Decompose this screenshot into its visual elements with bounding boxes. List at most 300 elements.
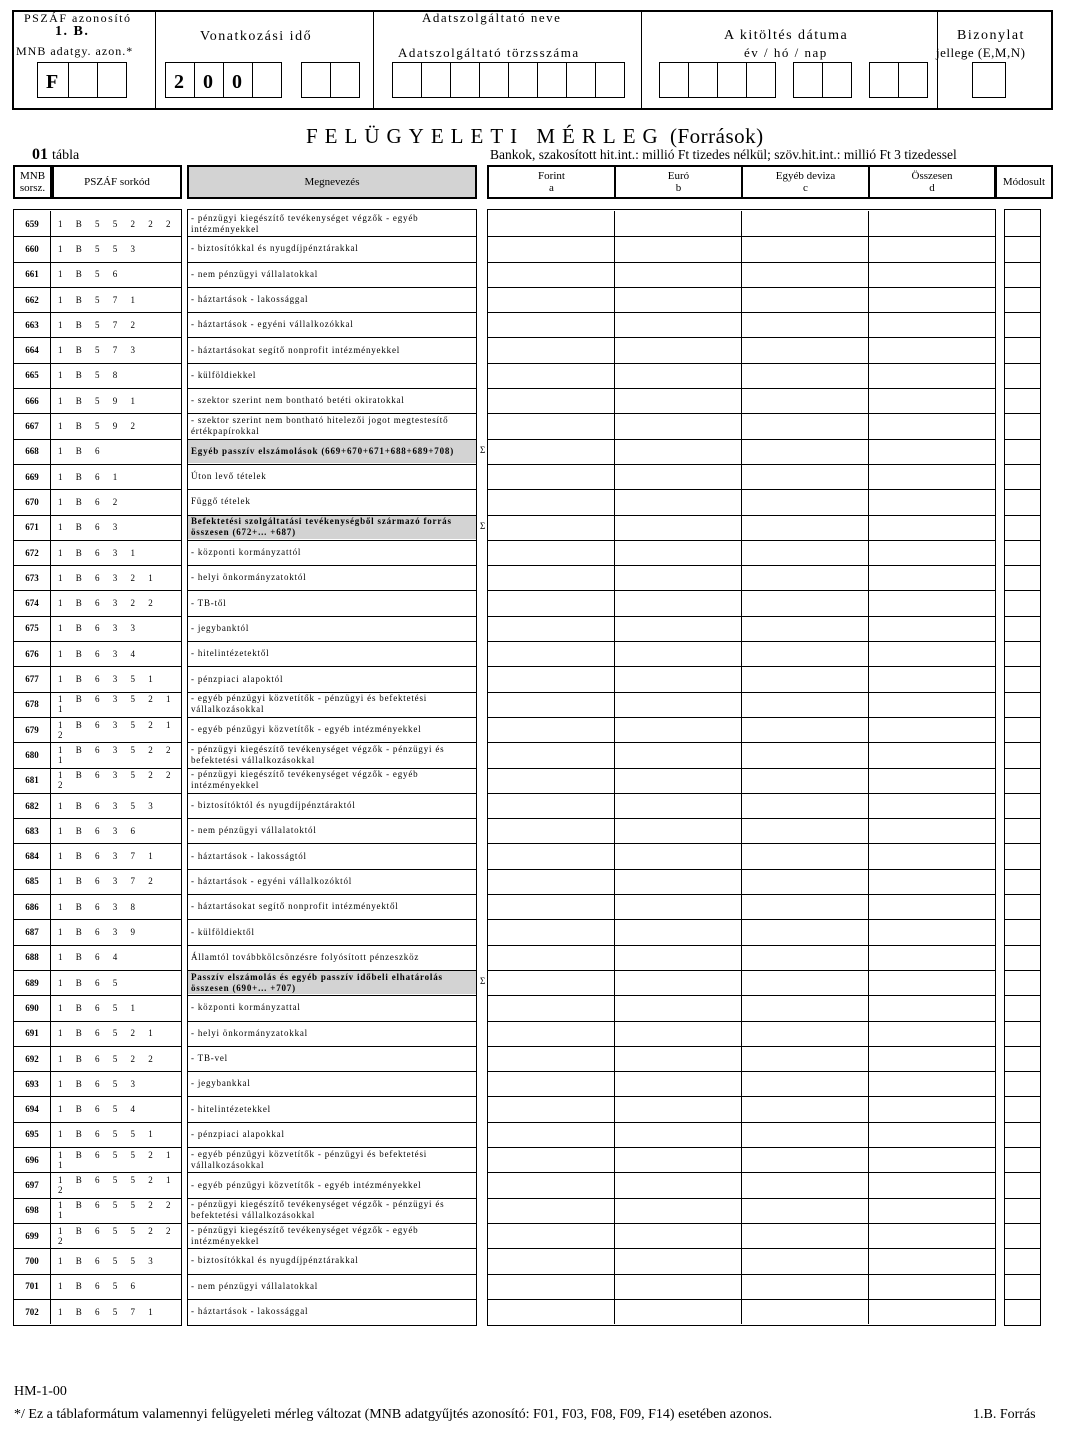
- value-cell[interactable]: [870, 844, 995, 869]
- value-cell[interactable]: [743, 439, 868, 464]
- value-cell[interactable]: [616, 1097, 741, 1122]
- value-cell[interactable]: [743, 742, 868, 767]
- value-cell[interactable]: [489, 312, 614, 337]
- row-number: 680: [14, 742, 51, 767]
- value-cell[interactable]: [1006, 641, 1041, 666]
- value-cell[interactable]: [1006, 262, 1041, 287]
- value-cell[interactable]: [1006, 616, 1041, 641]
- value-cell[interactable]: [489, 970, 614, 995]
- value-cell[interactable]: [616, 844, 741, 869]
- value-cell[interactable]: [616, 742, 741, 767]
- value-cell[interactable]: [870, 489, 995, 514]
- value-cell[interactable]: [743, 666, 868, 691]
- value-cell[interactable]: [1006, 666, 1041, 691]
- row-label: - külföldiektől: [191, 926, 255, 937]
- value-cell[interactable]: [870, 287, 995, 312]
- value-cell[interactable]: [743, 1021, 868, 1046]
- value-cell[interactable]: [489, 1299, 614, 1324]
- table-number: [32, 146, 79, 164]
- value-cell[interactable]: [870, 262, 995, 287]
- value-cell[interactable]: [743, 388, 868, 413]
- value-cell[interactable]: [489, 742, 614, 767]
- value-cell[interactable]: [616, 1223, 741, 1248]
- value-cell[interactable]: [743, 945, 868, 970]
- value-cell[interactable]: [616, 970, 741, 995]
- title-sub: (Források): [669, 124, 764, 148]
- row-code: 1 B 6 3 4: [58, 648, 141, 659]
- value-cell[interactable]: [870, 1274, 995, 1299]
- value-cell[interactable]: [870, 211, 995, 236]
- mnb-id-box[interactable]: [97, 62, 127, 98]
- value-cell[interactable]: [489, 995, 614, 1020]
- value-cell[interactable]: [743, 793, 868, 818]
- table-row: [0, 742, 1067, 767]
- value-cell[interactable]: [743, 1071, 868, 1096]
- row-number: 686: [14, 894, 51, 919]
- value-cell[interactable]: [1006, 363, 1041, 388]
- fill-date-box[interactable]: [793, 62, 823, 98]
- value-cell[interactable]: [743, 844, 868, 869]
- value-cell[interactable]: [489, 565, 614, 590]
- value-cell[interactable]: [743, 995, 868, 1020]
- table-row: [0, 1021, 1067, 1046]
- value-cell[interactable]: [870, 388, 995, 413]
- value-cell[interactable]: [870, 742, 995, 767]
- value-cell[interactable]: [870, 338, 995, 363]
- provider-registry-box[interactable]: [508, 62, 538, 98]
- value-cell[interactable]: [489, 540, 614, 565]
- value-cell[interactable]: [489, 1223, 614, 1248]
- reference-time-box[interactable]: [252, 62, 282, 98]
- value-cell[interactable]: [489, 1097, 614, 1122]
- value-cell[interactable]: [1006, 742, 1041, 767]
- value-cell[interactable]: [616, 388, 741, 413]
- value-cell[interactable]: [1006, 464, 1041, 489]
- mnb-id-box[interactable]: [68, 62, 98, 98]
- value-cell[interactable]: [1006, 818, 1041, 843]
- value-cell[interactable]: [489, 1248, 614, 1273]
- value-cell[interactable]: [743, 970, 868, 995]
- value-cell[interactable]: [489, 1071, 614, 1096]
- value-cell[interactable]: [870, 717, 995, 742]
- fill-date-box[interactable]: [822, 62, 852, 98]
- value-cell[interactable]: [616, 717, 741, 742]
- value-cell[interactable]: [1006, 692, 1041, 717]
- value-cell[interactable]: [870, 1021, 995, 1046]
- row-label: - nem pénzügyi vállalatoktól: [191, 825, 317, 836]
- value-cell[interactable]: [870, 1122, 995, 1147]
- row-code: 1 B 6 3 3: [58, 623, 141, 634]
- value-cell[interactable]: [489, 1198, 614, 1223]
- value-cell[interactable]: [870, 692, 995, 717]
- row-label: - egyéb pénzügyi közvetítők - pénzügyi és befektetési vállalkozásokkal: [191, 693, 428, 715]
- value-cell[interactable]: [870, 439, 995, 464]
- value-cell[interactable]: [489, 692, 614, 717]
- value-cell[interactable]: [1006, 211, 1041, 236]
- value-cell[interactable]: [1006, 312, 1041, 337]
- value-cell[interactable]: [616, 1071, 741, 1096]
- value-cell[interactable]: [870, 894, 995, 919]
- value-cell[interactable]: [1006, 515, 1041, 540]
- row-number: 665: [14, 363, 51, 388]
- row-number: 683: [14, 818, 51, 843]
- row-label: - pénzpiaci alapokkal: [191, 1128, 285, 1139]
- row-number: 695: [14, 1122, 51, 1147]
- value-cell[interactable]: [1006, 1223, 1041, 1248]
- value-cell[interactable]: [870, 363, 995, 388]
- row-number: 669: [14, 464, 51, 489]
- value-cell[interactable]: [616, 236, 741, 261]
- table-row: [0, 818, 1067, 843]
- value-cell[interactable]: [870, 1198, 995, 1223]
- value-cell[interactable]: [616, 211, 741, 236]
- row-code: 1 B 5 8: [58, 370, 123, 381]
- row-number: 693: [14, 1071, 51, 1096]
- value-cell[interactable]: [743, 515, 868, 540]
- value-cell[interactable]: [870, 793, 995, 818]
- value-cell[interactable]: [489, 236, 614, 261]
- value-cell[interactable]: [870, 515, 995, 540]
- reference-digit: 0: [203, 71, 213, 93]
- value-cell[interactable]: [743, 1122, 868, 1147]
- value-cell[interactable]: [870, 540, 995, 565]
- value-cell[interactable]: [489, 591, 614, 616]
- value-cell[interactable]: [1006, 1097, 1041, 1122]
- row-number: 677: [14, 666, 51, 691]
- value-cell[interactable]: [489, 919, 614, 944]
- row-number: 682: [14, 793, 51, 818]
- fill-date-box[interactable]: [746, 62, 776, 98]
- fill-date-box[interactable]: [688, 62, 718, 98]
- row-number: 666: [14, 388, 51, 413]
- fill-date-box[interactable]: [659, 62, 689, 98]
- value-cell[interactable]: [489, 388, 614, 413]
- value-cell[interactable]: [870, 616, 995, 641]
- value-cell[interactable]: [743, 211, 868, 236]
- fill-date-label: A kitöltés dátuma: [724, 28, 849, 43]
- value-cell[interactable]: [743, 565, 868, 590]
- value-cell[interactable]: [1006, 489, 1041, 514]
- value-cell[interactable]: [743, 1198, 868, 1223]
- row-code: 1 B 5 7 3: [58, 345, 141, 356]
- value-cell[interactable]: [1006, 1122, 1041, 1147]
- value-cell[interactable]: [870, 565, 995, 590]
- value-cell[interactable]: [489, 616, 614, 641]
- document-type-box[interactable]: [972, 62, 1006, 98]
- value-cell[interactable]: [489, 666, 614, 691]
- row-code: 1 B 5 5 2 2 2: [58, 218, 177, 229]
- row-label: - pénzügyi kiegészítő tevékenységet végzők - egyéb intézményekkel: [191, 1224, 419, 1246]
- value-cell[interactable]: [870, 970, 995, 995]
- row-label: - biztosítóktól és nyugdíjpénztáraktól: [191, 800, 356, 811]
- value-cell[interactable]: [489, 515, 614, 540]
- table-row: [0, 262, 1067, 287]
- row-code: 1 B 6 3 9: [58, 927, 141, 938]
- value-cell[interactable]: [743, 1248, 868, 1273]
- value-cell[interactable]: [489, 211, 614, 236]
- table-row: [0, 1274, 1067, 1299]
- row-number: 684: [14, 844, 51, 869]
- value-cell[interactable]: [616, 692, 741, 717]
- value-cell[interactable]: [616, 793, 741, 818]
- value-cell[interactable]: [743, 1299, 868, 1324]
- value-cell[interactable]: [1006, 717, 1041, 742]
- row-code: 1 B 6 1: [58, 471, 123, 482]
- value-cell[interactable]: [1006, 1021, 1041, 1046]
- value-cell[interactable]: [489, 439, 614, 464]
- value-cell[interactable]: [616, 995, 741, 1020]
- provider-registry-box[interactable]: [421, 62, 451, 98]
- table-row: [0, 919, 1067, 944]
- row-code: 1 B 6 5 6: [58, 1281, 141, 1292]
- row-number: 685: [14, 869, 51, 894]
- value-cell[interactable]: [616, 666, 741, 691]
- value-cell[interactable]: [489, 1122, 614, 1147]
- value-cell[interactable]: [489, 1021, 614, 1046]
- row-number: 676: [14, 641, 51, 666]
- value-cell[interactable]: [1006, 919, 1041, 944]
- value-cell[interactable]: [743, 919, 868, 944]
- value-cell[interactable]: [616, 1172, 741, 1197]
- value-cell[interactable]: [743, 1046, 868, 1071]
- value-cell[interactable]: [489, 894, 614, 919]
- value-cell[interactable]: [489, 1046, 614, 1071]
- value-cell[interactable]: [616, 363, 741, 388]
- value-cell[interactable]: [1006, 1274, 1041, 1299]
- row-code: 1 B 6 5 5 3: [58, 1255, 159, 1266]
- value-cell[interactable]: [870, 641, 995, 666]
- value-cell[interactable]: [489, 844, 614, 869]
- value-cell[interactable]: [489, 1274, 614, 1299]
- provider-registry-box[interactable]: [392, 62, 422, 98]
- value-cell[interactable]: [870, 1147, 995, 1172]
- value-cell[interactable]: [870, 1223, 995, 1248]
- value-cell[interactable]: [1006, 1071, 1041, 1096]
- value-cell[interactable]: [616, 1274, 741, 1299]
- table-row: [0, 869, 1067, 894]
- table-row: [0, 565, 1067, 590]
- value-cell[interactable]: [616, 641, 741, 666]
- value-cell[interactable]: [743, 1223, 868, 1248]
- value-cell[interactable]: [616, 1046, 741, 1071]
- provider-registry-box[interactable]: [450, 62, 480, 98]
- row-label: - nem pénzügyi vállalatokkal: [191, 268, 319, 279]
- value-cell[interactable]: [616, 1299, 741, 1324]
- col-modified-label: Módosult: [1002, 176, 1046, 188]
- value-cell[interactable]: [870, 1299, 995, 1324]
- value-cell[interactable]: [743, 818, 868, 843]
- value-cell[interactable]: [870, 818, 995, 843]
- value-cell[interactable]: [743, 312, 868, 337]
- value-cell[interactable]: [870, 1046, 995, 1071]
- row-code: 1 B 6 5 1: [58, 1002, 141, 1013]
- value-cell[interactable]: [743, 616, 868, 641]
- row-code: 1 B 6 3 5 3: [58, 800, 159, 811]
- row-label: Függő tételek: [191, 496, 251, 507]
- value-cell[interactable]: [616, 439, 741, 464]
- value-cell[interactable]: [616, 489, 741, 514]
- value-cell[interactable]: [1006, 1299, 1041, 1324]
- value-cell[interactable]: [489, 287, 614, 312]
- value-cell[interactable]: [616, 338, 741, 363]
- value-cell[interactable]: [616, 464, 741, 489]
- value-cell[interactable]: [743, 236, 868, 261]
- value-cell[interactable]: [743, 591, 868, 616]
- value-cell[interactable]: [489, 1147, 614, 1172]
- row-code: 1 B 6 3 5 1: [58, 674, 159, 685]
- value-cell[interactable]: [1006, 565, 1041, 590]
- value-cell[interactable]: [1006, 1172, 1041, 1197]
- value-cell[interactable]: [743, 540, 868, 565]
- value-cell[interactable]: [489, 768, 614, 793]
- value-cell[interactable]: [870, 236, 995, 261]
- value-cell[interactable]: [489, 869, 614, 894]
- value-cell[interactable]: [743, 692, 868, 717]
- value-cell[interactable]: [616, 945, 741, 970]
- value-cell[interactable]: [743, 489, 868, 514]
- value-cell[interactable]: [616, 818, 741, 843]
- value-cell[interactable]: [870, 869, 995, 894]
- value-cell[interactable]: [1006, 236, 1041, 261]
- value-cell[interactable]: [1006, 793, 1041, 818]
- value-cell[interactable]: [743, 1097, 868, 1122]
- value-cell[interactable]: [616, 287, 741, 312]
- value-cell[interactable]: [616, 515, 741, 540]
- value-cell[interactable]: [743, 768, 868, 793]
- value-cell[interactable]: [616, 1122, 741, 1147]
- value-cell[interactable]: [616, 869, 741, 894]
- value-cell[interactable]: [743, 641, 868, 666]
- value-cell[interactable]: [616, 919, 741, 944]
- value-cell[interactable]: [743, 262, 868, 287]
- value-cell[interactable]: [616, 894, 741, 919]
- value-cell[interactable]: [1006, 995, 1041, 1020]
- value-cell[interactable]: [743, 1274, 868, 1299]
- value-cell[interactable]: [1006, 388, 1041, 413]
- value-cell[interactable]: [743, 869, 868, 894]
- value-cell[interactable]: [1006, 287, 1041, 312]
- value-cell[interactable]: [870, 1248, 995, 1273]
- value-cell[interactable]: [870, 1172, 995, 1197]
- value-cell[interactable]: [743, 1172, 868, 1197]
- value-cell[interactable]: [743, 1147, 868, 1172]
- value-cell[interactable]: [743, 363, 868, 388]
- row-code: 1 B 6 5 5 2 2 2: [58, 1225, 177, 1246]
- value-cell[interactable]: [1006, 540, 1041, 565]
- fill-date-box[interactable]: [869, 62, 899, 98]
- page-title: [306, 124, 764, 149]
- value-cell[interactable]: [870, 945, 995, 970]
- value-cell[interactable]: [1006, 591, 1041, 616]
- provider-registry-box[interactable]: [479, 62, 509, 98]
- value-cell[interactable]: [1006, 970, 1041, 995]
- value-cell[interactable]: [870, 591, 995, 616]
- value-cell[interactable]: [616, 1198, 741, 1223]
- fill-date-box[interactable]: [898, 62, 928, 98]
- value-cell[interactable]: [616, 565, 741, 590]
- value-cell[interactable]: [489, 945, 614, 970]
- value-cell[interactable]: [870, 1071, 995, 1096]
- value-cell[interactable]: [743, 894, 868, 919]
- value-cell[interactable]: [870, 1097, 995, 1122]
- value-cell[interactable]: [870, 464, 995, 489]
- value-cell[interactable]: [743, 287, 868, 312]
- value-cell[interactable]: [743, 717, 868, 742]
- value-cell[interactable]: [870, 312, 995, 337]
- provider-registry-box[interactable]: [537, 62, 567, 98]
- row-code: 1 B 5 9 2: [58, 421, 141, 432]
- value-cell[interactable]: [743, 464, 868, 489]
- value-cell[interactable]: [1006, 1248, 1041, 1273]
- value-cell[interactable]: [616, 591, 741, 616]
- reference-time-box[interactable]: [330, 62, 360, 98]
- value-cell[interactable]: [1006, 894, 1041, 919]
- value-cell[interactable]: [870, 768, 995, 793]
- value-cell[interactable]: [489, 489, 614, 514]
- value-cell[interactable]: [489, 641, 614, 666]
- col-total-label: Összesen: [911, 170, 953, 182]
- value-cell[interactable]: [1006, 768, 1041, 793]
- value-cell[interactable]: [870, 919, 995, 944]
- value-cell[interactable]: [489, 363, 614, 388]
- value-cell[interactable]: [1006, 439, 1041, 464]
- table-row: [0, 1097, 1067, 1122]
- value-cell[interactable]: [616, 540, 741, 565]
- value-cell[interactable]: [870, 413, 995, 438]
- value-cell[interactable]: [489, 464, 614, 489]
- value-cell[interactable]: [489, 818, 614, 843]
- value-cell[interactable]: [1006, 338, 1041, 363]
- value-cell[interactable]: [616, 768, 741, 793]
- value-cell[interactable]: [870, 666, 995, 691]
- value-cell[interactable]: [1006, 844, 1041, 869]
- value-cell[interactable]: [870, 995, 995, 1020]
- fill-date-box[interactable]: [717, 62, 747, 98]
- value-cell[interactable]: [743, 338, 868, 363]
- value-cell[interactable]: [489, 338, 614, 363]
- value-cell[interactable]: [489, 717, 614, 742]
- value-cell[interactable]: [616, 616, 741, 641]
- row-label: - biztosítókkal és nyugdíjpénztárakkal: [191, 1255, 359, 1266]
- provider-registry-box[interactable]: [566, 62, 596, 98]
- value-cell[interactable]: [616, 262, 741, 287]
- value-cell[interactable]: [489, 413, 614, 438]
- value-cell[interactable]: [1006, 869, 1041, 894]
- value-cell[interactable]: [616, 312, 741, 337]
- value-cell[interactable]: [616, 1147, 741, 1172]
- table-row: [0, 1046, 1067, 1071]
- value-cell[interactable]: [743, 413, 868, 438]
- row-label: - hitelintézetekkel: [191, 1103, 271, 1114]
- value-cell[interactable]: [1006, 1147, 1041, 1172]
- value-cell[interactable]: [1006, 413, 1041, 438]
- value-cell[interactable]: [616, 413, 741, 438]
- value-cell[interactable]: [489, 262, 614, 287]
- value-cell[interactable]: [1006, 1198, 1041, 1223]
- value-cell[interactable]: [489, 793, 614, 818]
- value-cell[interactable]: [616, 1021, 741, 1046]
- reference-time-box[interactable]: [301, 62, 331, 98]
- col-euro-letter: b: [675, 182, 682, 194]
- row-number: 692: [14, 1046, 51, 1071]
- provider-registry-box[interactable]: [595, 62, 625, 98]
- row-label: - háztartások - lakosságtól: [191, 850, 307, 861]
- value-cell[interactable]: [1006, 945, 1041, 970]
- value-cell[interactable]: [616, 1248, 741, 1273]
- value-cell[interactable]: [1006, 1046, 1041, 1071]
- row-number: 694: [14, 1097, 51, 1122]
- value-cell[interactable]: [489, 1172, 614, 1197]
